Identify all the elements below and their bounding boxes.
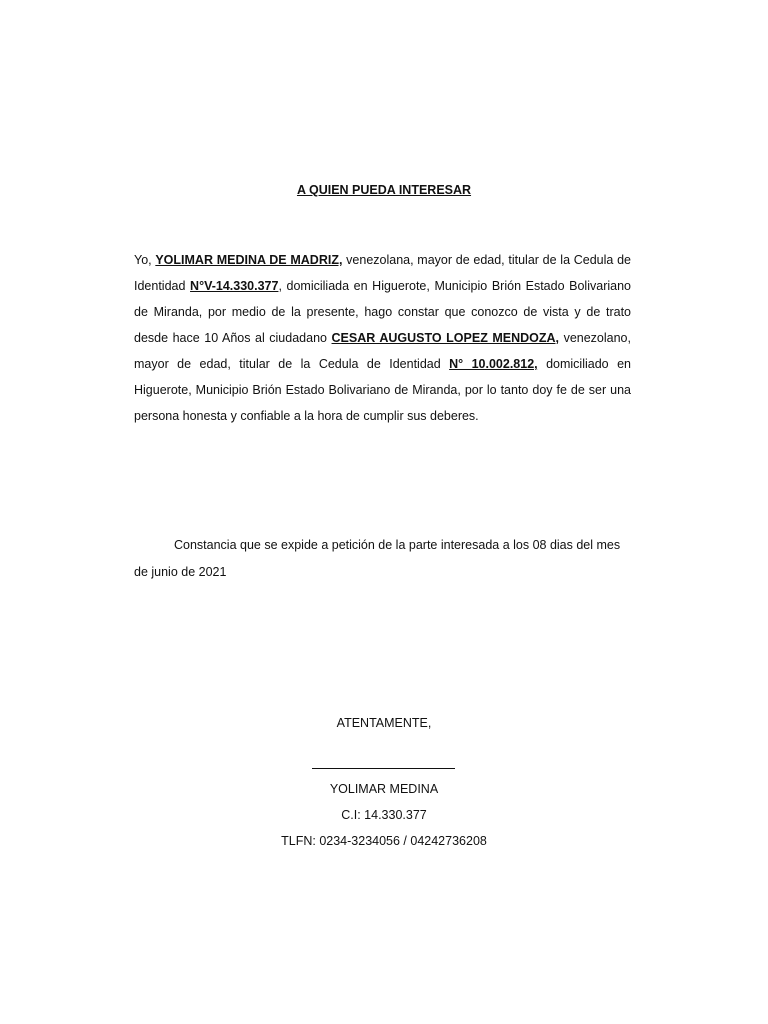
body-text-4: venezolano, mayor de edad, titular de la Cedula de Identidad	[134, 331, 631, 371]
subject-id-number: N° 10.002.812,	[449, 357, 538, 371]
signer-id: C.I: 14.330.377	[341, 808, 427, 822]
signer-phone: TLFN: 0234-3234056 / 04242736208	[281, 834, 487, 848]
body-paragraph	[134, 247, 631, 429]
body-text-3: , domiciliada en Higuerote, Municipio Brión Estado Bolivariano de Miranda, por medio de la presente, hago constar que conozco de vista y de trato desde hace 10 Años al ciudadano	[134, 279, 631, 345]
declarant-name: YOLIMAR MEDINA DE MADRIZ,	[155, 253, 343, 267]
document-title: A QUIEN PUEDA INTERESAR	[296, 183, 472, 197]
signer-name: YOLIMAR MEDINA	[329, 782, 439, 796]
closing-text: Constancia que se expide a petición de la parte interesada a los 08 dias del mes de junio de 2021	[134, 538, 621, 579]
signature-line	[312, 768, 455, 769]
declarant-id-number: N°V-14.330.377	[190, 279, 279, 293]
salutation: ATENTAMENTE,	[336, 716, 432, 730]
body-text-2: venezolana, mayor de edad, titular de la Cedula de Identidad	[134, 253, 631, 293]
closing-paragraph	[134, 532, 631, 586]
body-text-1: Yo,	[134, 253, 156, 267]
body-text-5: domiciliado en Higuerote, Municipio Brión Estado Bolivariano de Miranda, por lo tanto doy fe de ser una persona honesta y confiable a la hora de cumplir sus deberes.	[134, 357, 631, 423]
subject-name: CESAR AUGUSTO LOPEZ MENDOZA,	[331, 331, 560, 345]
